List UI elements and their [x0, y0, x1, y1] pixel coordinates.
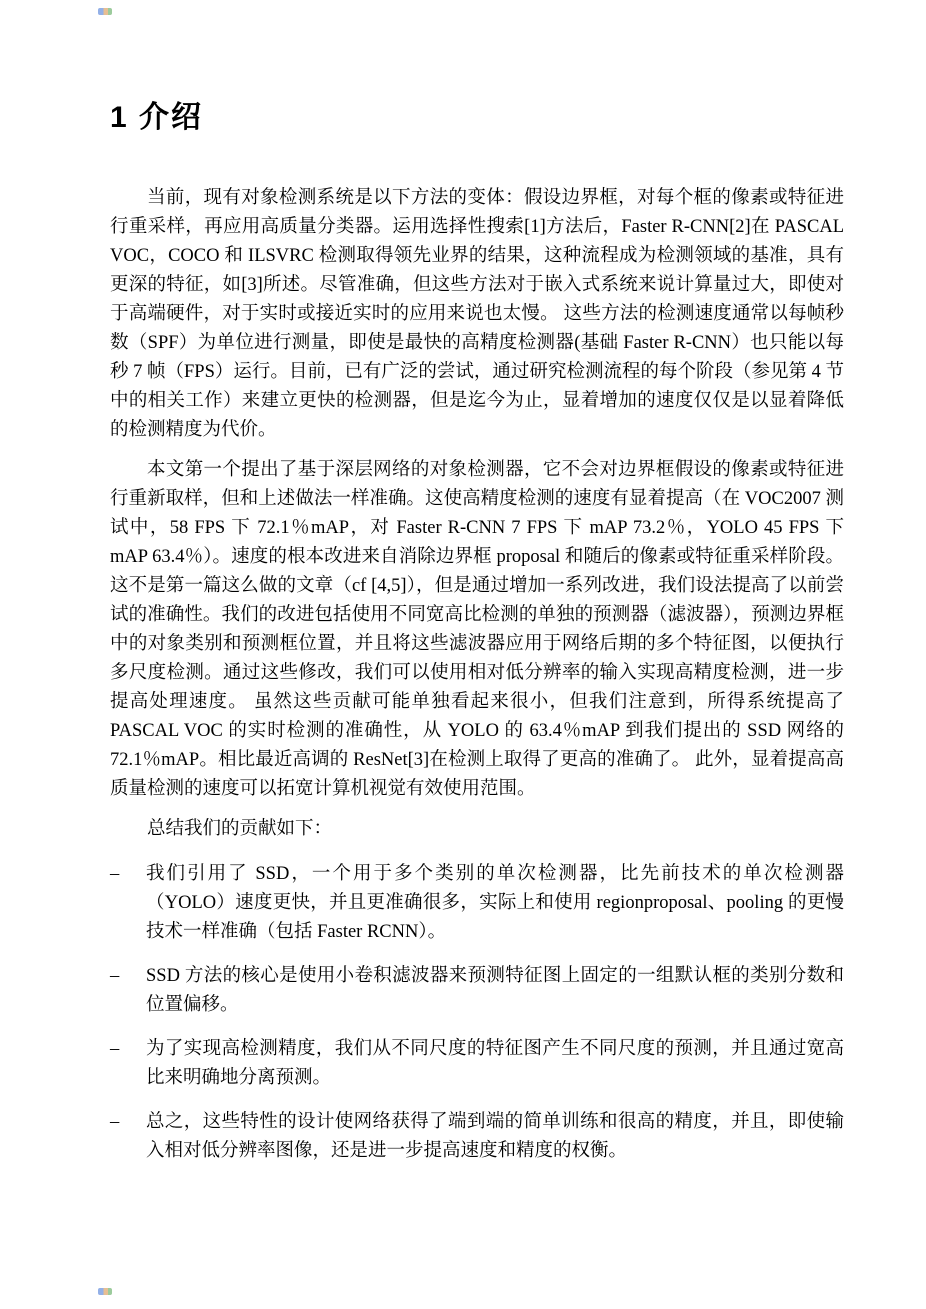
list-item-2: [110, 962, 844, 1020]
list-item-3: [110, 1035, 844, 1093]
section-heading: 1 介绍: [110, 101, 204, 134]
artifact-mark-top: [98, 8, 112, 15]
dash-marker: –: [110, 864, 120, 884]
artifact-mark-bottom: [98, 1288, 112, 1295]
dash-marker: –: [110, 966, 120, 986]
intro-paragraph-2: 本文第一个提出了基于深层网络的对象检测器，它不会对边界框假设的像素或特征进行重新取样，但和上述做法一样准确。这使高精度检测的速度有显着提高（在 VOC2007 测试中，58 FPS 下 72.1％mAP，对 Faster R-CNN 7 FPS 下 mAP 73.2％，YOLO 45 FPS 下 mAP 63.4％）。速度的根本改进来自消除边界框 proposal 和随后的像素或特征重采样阶段。这不是第一篇这么做的文章（cf [4,5]），但是通过增加一系列改进，我们设法提高了以前尝试的准确性。我们的改进包括使用不同宽高比检测的单独的预测器（滤波器），预测边界框中的对象类别和预测框位置，并且将这些滤波器应用于网络后期的多个特征图，以便执行多尺度检测。通过这些修改，我们可以使用相对低分辨率的输入实现高精度检测，进一步提高处理速度。 虽然这些贡献可能单独看起来很小，但我们注意到，所得系统提高了 PASCAL VOC 的实时检测的准确性，从 YOLO 的 63.4％mAP 到我们提出的 SSD 网络的 72.1％mAP。相比最近高调的 ResNet[3]在检测上取得了更高的准确了。 此外，显着提高高质量检测的速度可以拓宽计算机视觉有效使用范围。: [110, 460, 844, 799]
list-item-3-text: 为了实现高检测精度，我们从不同尺度的特征图产生不同尺度的预测，并且通过宽高比来明确地分离预测。: [146, 1039, 844, 1088]
list-item-4-text: 总之，这些特性的设计使网络获得了端到端的简单训练和很高的精度，并且，即使输入相对低分辨率图像，还是进一步提高速度和精度的权衡。: [146, 1112, 844, 1161]
intro-paragraph-1: 当前，现有对象检测系统是以下方法的变体：假设边界框，对每个框的像素或特征进行重采样，再应用高质量分类器。运用选择性搜索[1]方法后，Faster R-CNN[2]在 PASCAL VOC，COCO 和 ILSVRC 检测取得领先业界的结果，这种流程成为检测领域的基准，具有更深的特征，如[3]所述。尽管准确，但这些方法对于嵌入式系统来说计算量过大，即使对于高端硬件，对于实时或接近实时的应用来说也太慢。 这些方法的检测速度通常以每帧秒数（SPF）为单位进行测量，即使是最快的高精度检测器(基础 Faster R-CNN）也只能以每秒 7 帧（FPS）运行。目前，已有广泛的尝试，通过研究检测流程的每个阶段（参见第 4 节中的相关工作）来建立更快的检测器，但是迄今为止，显着增加的速度仅仅是以显着降低的检测精度为代价。: [110, 188, 844, 440]
list-item-2-text: SSD 方法的核心是使用小卷积滤波器来预测特征图上固定的一组默认框的类别分数和位置偏移。: [146, 966, 844, 1015]
contribution-list: [110, 860, 844, 1166]
list-item-1-text: 我们引用了 SSD，一个用于多个类别的单次检测器，比先前技术的单次检测器（YOLO）速度更快，并且更准确很多，实际上和使用 regionproposal、pooling 的更慢技术一样准确（包括 Faster RCNN）。: [146, 864, 844, 942]
list-item-1: [110, 860, 844, 947]
dash-marker: –: [110, 1039, 120, 1059]
dash-marker: –: [110, 1112, 120, 1132]
list-item-4: [110, 1108, 844, 1166]
contributions-lead-paragraph: 总结我们的贡献如下：: [147, 819, 333, 839]
